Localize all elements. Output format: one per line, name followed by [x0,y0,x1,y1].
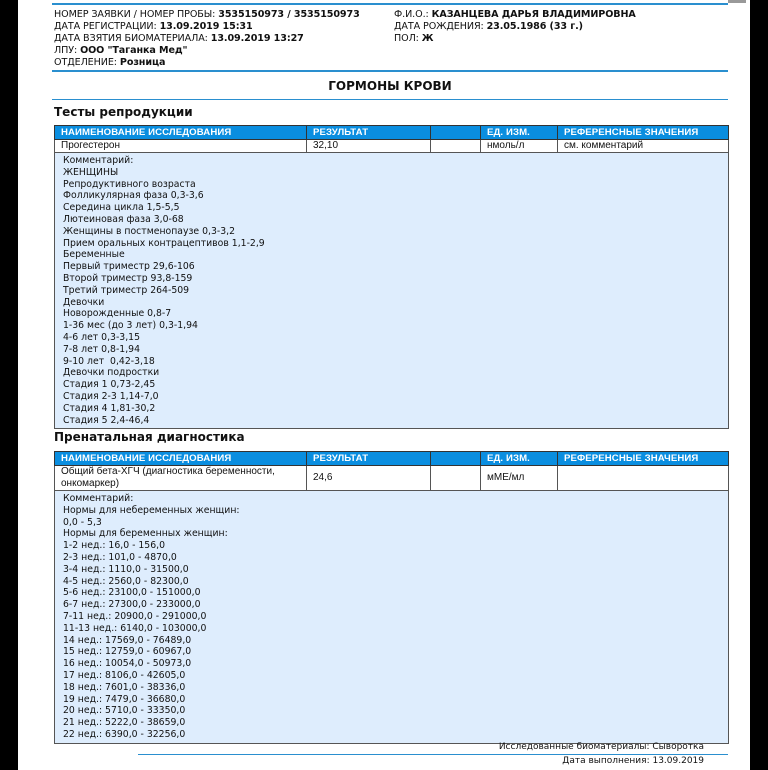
report-page [18,0,750,770]
comment-line: ЖЕНЩИНЫ [63,166,119,178]
test-result: 32,10 [307,140,431,153]
comment-block [55,491,729,744]
lpu: ЛПУ: ООО "Таганка Мед" [54,45,188,56]
comment-line: 22 нед.: 6390,0 - 32256,0 [63,728,186,740]
comment-line: 11-13 нед.: 6140,0 - 103000,0 [63,622,207,634]
comment-line: 7-11 нед.: 20900,0 - 291000,0 [63,610,207,622]
comment-line: Первый триместр 29,6-106 [63,261,195,273]
comment-line: Женщины в постменопаузе 0,3-3,2 [63,225,236,237]
birth-date: ДАТА РОЖДЕНИЯ: 23.05.1986 (33 г.) [394,21,583,32]
comment-line: Новорожденные 0,8-7 [63,308,172,320]
col-header-name: НАИМЕНОВАНИЕ ИССЛЕДОВАНИЯ [55,126,307,140]
test-result: 24,6 [307,466,431,491]
table-header-row [55,452,729,466]
section-title-prenatal: Пренатальная диагностика [54,430,245,444]
scrollbar-fragment[interactable] [728,0,746,3]
test-unit: нмоль/л [481,140,558,153]
comment-line: 1-2 нед.: 16,0 - 156,0 [63,540,165,552]
col-header-unit: ЕД. ИЗМ. [481,452,558,466]
comment-row [55,491,729,744]
col-header-result: РЕЗУЛЬТАТ [307,452,431,466]
comment-line: Стадия 4 1,81-30,2 [63,402,156,414]
comment-line: Комментарий: [63,155,134,166]
comment-line: 17 нед.: 8106,0 - 42605,0 [63,669,186,681]
comment-line: 16 нед.: 10054,0 - 50973,0 [63,658,192,670]
test-flag [431,466,481,491]
sample-date: ДАТА ВЗЯТИЯ БИОМАТЕРИАЛА: 13.09.2019 13:27 [54,33,304,44]
table-row [55,140,729,153]
comment-line: 21 нед.: 5222,0 - 38659,0 [63,717,186,729]
results-table-reproduction [54,125,729,429]
biomaterial-note: Исследованные биоматериалы: Сыворотка [498,742,704,752]
comment-line: Девочки [63,296,105,308]
comment-line: Стадия 1 0,73-2,45 [63,379,156,391]
comment-line: 6-7 нед.: 27300,0 - 233000,0 [63,599,201,611]
comment-line: Беременные [63,249,125,261]
comment-row [55,153,729,429]
comment-line: Нормы для беременных женщин: [63,528,228,540]
header-top-rule [52,3,728,5]
comment-line: 14 нед.: 17569,0 - 76489,0 [63,634,192,646]
section-title-reproduction: Тесты репродукции [54,105,193,119]
comment-block [55,153,729,429]
patient-name: Ф.И.О.: КАЗАНЦЕВА ДАРЬЯ ВЛАДИМИРОВНА [394,9,636,20]
header-bottom-rule [52,70,728,72]
comment-line: 3-4 нед.: 1110,0 - 31500,0 [63,563,189,575]
comment-line: 7-8 лет 0,8-1,94 [63,343,141,355]
table-header-row [55,126,729,140]
comment-line: Стадия 2-3 1,14-7,0 [63,390,159,402]
col-header-name: НАИМЕНОВАНИЕ ИССЛЕДОВАНИЯ [55,452,307,466]
comment-line: 20 нед.: 5710,0 - 33350,0 [63,705,186,717]
comment-line: 0,0 - 5,3 [63,516,102,528]
col-header-result: РЕЗУЛЬТАТ [307,126,431,140]
test-reference: см. комментарий [558,140,729,153]
title-rule [52,99,728,100]
order-number: НОМЕР ЗАЯВКИ / НОМЕР ПРОБЫ: 3535150973 / 3535150973 [54,9,360,20]
col-header-flag [431,452,481,466]
comment-line: Прием оральных контрацептивов 1,1-2,9 [63,237,265,249]
comment-line: Середина цикла 1,5-5,5 [63,202,180,214]
sex: ПОЛ: Ж [394,33,434,44]
comment-line: Второй триместр 93,8-159 [63,272,193,284]
test-unit: мМЕ/мл [481,466,558,491]
comment-line: Репродуктивного возраста [63,178,196,190]
results-table-prenatal [54,451,729,744]
comment-line: 19 нед.: 7479,0 - 36680,0 [63,693,186,705]
footer-rule [138,754,728,755]
col-header-unit: ЕД. ИЗМ. [481,126,558,140]
comment-line: 15 нед.: 12759,0 - 60967,0 [63,646,192,658]
comment-line: Третий триместр 264-509 [63,284,190,296]
comment-line: 4-6 лет 0,3-3,15 [63,331,141,343]
completion-date: Дата выполнения: 13.09.2019 [562,756,704,766]
comment-line: Стадия 5 2,4-46,4 [63,414,150,426]
table-row [55,466,729,491]
col-header-reference: РЕФЕРЕНСНЫЕ ЗНАЧЕНИЯ [558,452,729,466]
comment-line: Комментарий: [63,493,134,504]
comment-line: Лютеиновая фаза 3,0-68 [63,213,184,225]
comment-line: Нормы для небеременных женщин: [63,504,240,516]
comment-line: 18 нед.: 7601,0 - 38336,0 [63,681,186,693]
registration-date: ДАТА РЕГИСТРАЦИИ: 13.09.2019 15:31 [54,21,253,32]
test-reference [558,466,729,491]
col-header-flag [431,126,481,140]
col-header-reference: РЕФЕРЕНСНЫЕ ЗНАЧЕНИЯ [558,126,729,140]
department: ОТДЕЛЕНИЕ: Розница [54,57,166,68]
comment-line: Девочки подростки [63,367,160,379]
test-name: Прогестерон [55,140,307,153]
comment-line: 1-36 мес (до 3 лет) 0,3-1,94 [63,320,198,332]
test-flag [431,140,481,153]
comment-line: 9-10 лет 0,42-3,18 [63,355,155,367]
comment-line: Фолликулярная фаза 0,3-3,6 [63,190,204,202]
comment-line: 5-6 нед.: 23100,0 - 151000,0 [63,587,201,599]
test-name: Общий бета-ХГЧ (диагностика беременности, онкомаркер) [55,466,307,491]
report-title: ГОРМОНЫ КРОВИ [328,79,452,93]
comment-line: 2-3 нед.: 101,0 - 4870,0 [63,551,177,563]
comment-line: 4-5 нед.: 2560,0 - 82300,0 [63,575,189,587]
